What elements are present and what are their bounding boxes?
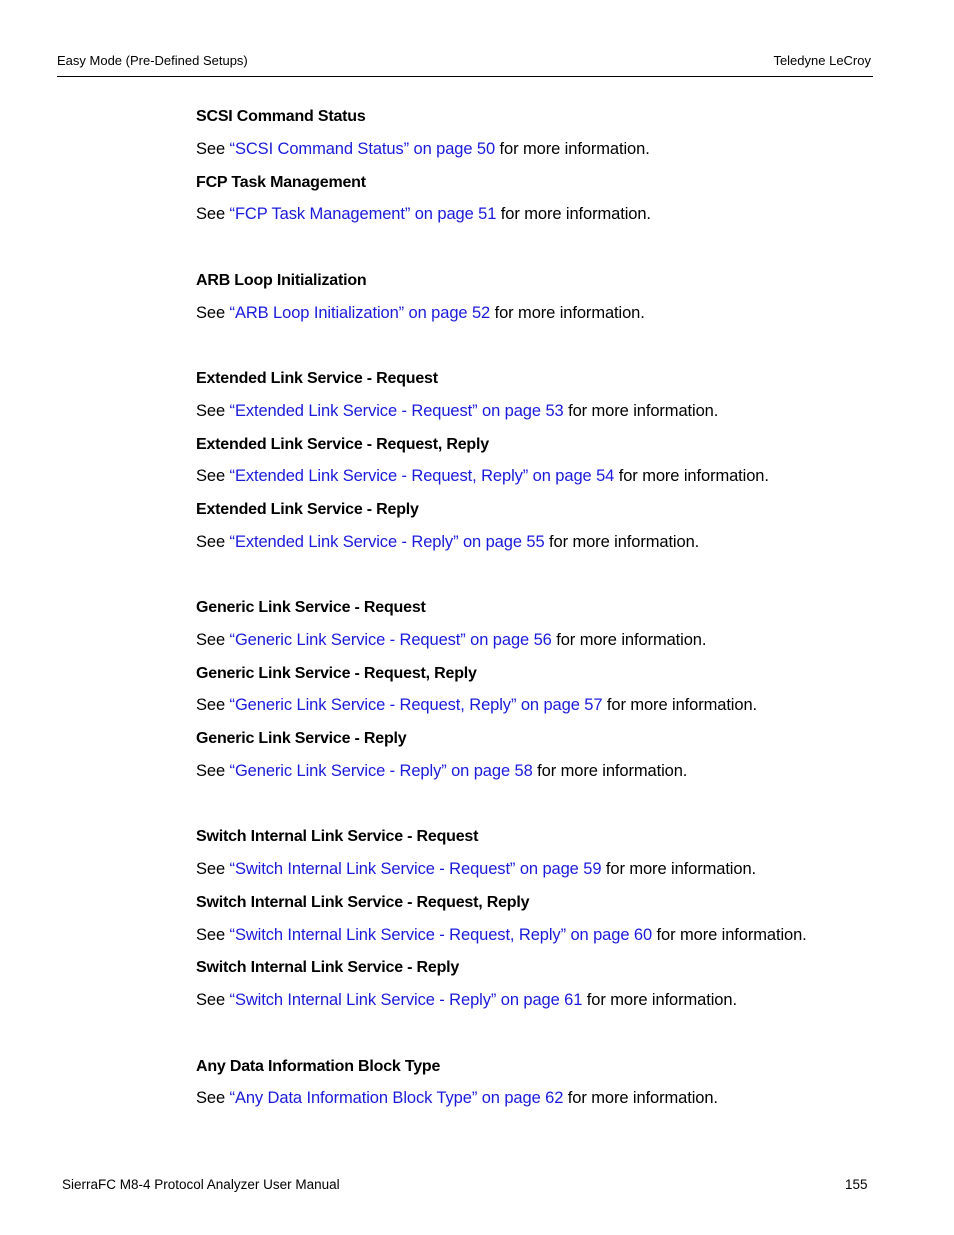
cross-reference-link[interactable]: “SCSI Command Status” on page 50 (229, 140, 496, 158)
cross-reference-link[interactable]: “Any Data Information Block Type” on page 62 (229, 1089, 564, 1107)
section-reference (196, 140, 650, 159)
section-reference (196, 860, 756, 879)
suffix-text: for more information. (563, 1089, 718, 1107)
see-text: See (196, 140, 230, 158)
section-heading: Extended Link Service - Request, Reply (196, 436, 489, 453)
section-heading: Switch Internal Link Service - Request (196, 828, 479, 845)
section-reference (196, 926, 807, 945)
footer-page-number: 155 (845, 1177, 868, 1192)
cross-reference-link[interactable]: “Generic Link Service - Reply” on page 58 (229, 762, 533, 780)
suffix-text: for more information. (601, 860, 757, 878)
see-text: See (196, 631, 230, 649)
section-reference (196, 631, 706, 650)
suffix-text: for more information. (532, 762, 688, 780)
cross-reference-link[interactable]: “Switch Internal Link Service - Request, Reply” on page 60 (229, 926, 653, 944)
suffix-text: for more information. (563, 402, 719, 420)
cross-reference-link[interactable]: “Extended Link Service - Reply” on page 55 (229, 533, 545, 551)
section-reference (196, 467, 769, 486)
suffix-text: for more information. (614, 467, 769, 485)
see-text: See (196, 926, 230, 944)
section-heading: Generic Link Service - Reply (196, 730, 407, 747)
cross-reference-link[interactable]: “Switch Internal Link Service - Request” on page 59 (229, 860, 602, 878)
suffix-text: for more information. (602, 696, 758, 714)
see-text: See (196, 991, 230, 1009)
cross-reference-link[interactable]: “FCP Task Management” on page 51 (229, 205, 497, 223)
section-reference (196, 205, 651, 224)
header-company-name: Teledyne LeCroy (773, 53, 871, 68)
see-text: See (196, 205, 230, 223)
cross-reference-link[interactable]: “Generic Link Service - Request, Reply” on page 57 (229, 696, 603, 714)
section-reference (196, 1089, 718, 1108)
section-heading: Any Data Information Block Type (196, 1058, 441, 1075)
header-chapter-title: Easy Mode (Pre-Defined Setups) (57, 53, 248, 68)
section-reference (196, 696, 757, 715)
suffix-text: for more information. (551, 631, 707, 649)
suffix-text: for more information. (496, 205, 651, 223)
page-header (57, 52, 873, 77)
section-heading: Switch Internal Link Service - Request, Reply (196, 894, 530, 911)
see-text: See (196, 696, 230, 714)
see-text: See (196, 1089, 230, 1107)
see-text: See (196, 467, 230, 485)
section-reference (196, 991, 737, 1010)
suffix-text: for more information. (652, 926, 807, 944)
footer-manual-title: SierraFC M8-4 Protocol Analyzer User Manual (62, 1177, 340, 1192)
suffix-text: for more information. (544, 533, 700, 551)
section-reference (196, 402, 718, 421)
cross-reference-link[interactable]: “Extended Link Service - Request” on page 53 (229, 402, 564, 420)
section-heading: SCSI Command Status (196, 108, 366, 125)
section-heading: Generic Link Service - Request (196, 599, 426, 616)
suffix-text: for more information. (495, 140, 650, 158)
section-heading: Extended Link Service - Reply (196, 501, 419, 518)
cross-reference-link[interactable]: “Extended Link Service - Request, Reply” on page 54 (229, 467, 615, 485)
see-text: See (196, 533, 230, 551)
section-heading: Generic Link Service - Request, Reply (196, 665, 477, 682)
section-heading: Extended Link Service - Request (196, 370, 438, 387)
suffix-text: for more information. (490, 304, 645, 322)
cross-reference-link[interactable]: “Switch Internal Link Service - Reply” on page 61 (229, 991, 583, 1009)
section-reference (196, 762, 687, 781)
cross-reference-link[interactable]: “ARB Loop Initialization” on page 52 (229, 304, 491, 322)
see-text: See (196, 860, 230, 878)
section-heading: Switch Internal Link Service - Reply (196, 959, 460, 976)
section-reference (196, 533, 699, 552)
cross-reference-link[interactable]: “Generic Link Service - Request” on page 56 (229, 631, 552, 649)
see-text: See (196, 762, 230, 780)
see-text: See (196, 304, 230, 322)
section-heading: ARB Loop Initialization (196, 272, 367, 289)
see-text: See (196, 402, 230, 420)
section-reference (196, 304, 645, 323)
suffix-text: for more information. (582, 991, 737, 1009)
section-heading: FCP Task Management (196, 174, 366, 191)
